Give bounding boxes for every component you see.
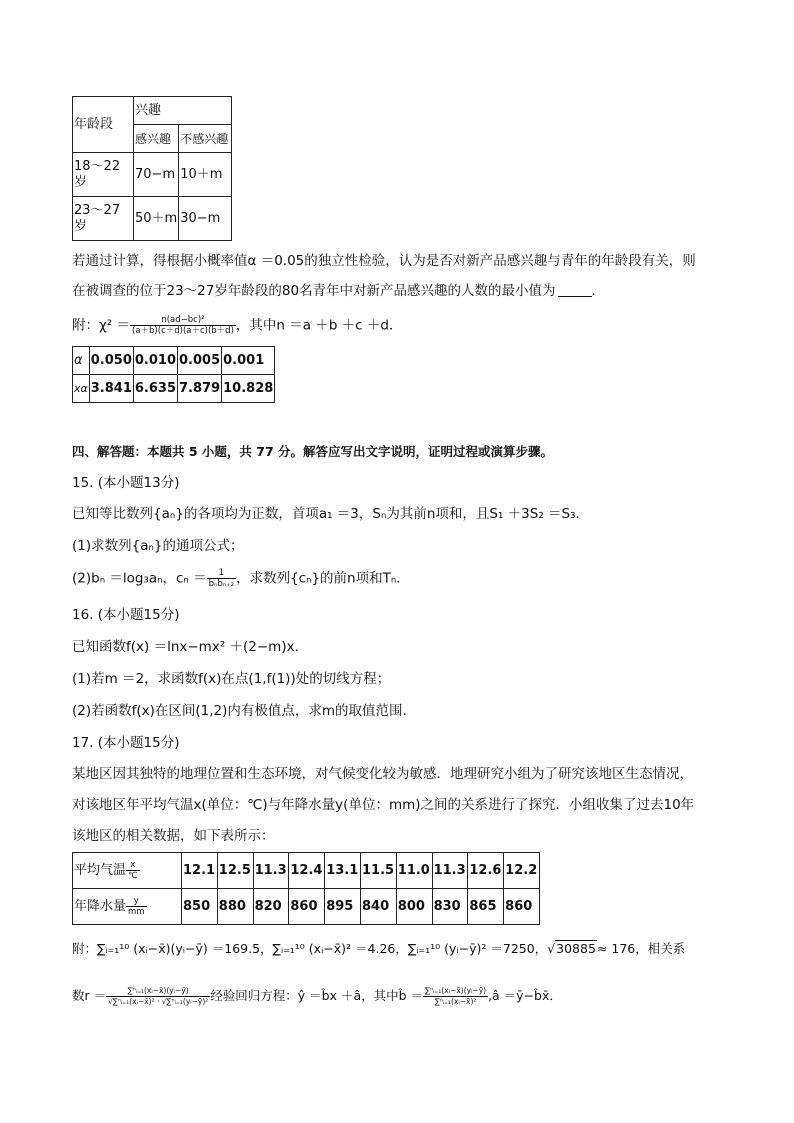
alpha-label: α bbox=[73, 347, 90, 375]
critical-value: 7.879 bbox=[178, 375, 222, 403]
rainfall-value: 830 bbox=[432, 889, 468, 925]
alpha-value: 0.005 bbox=[178, 347, 222, 375]
sqrt-value: 30885 bbox=[556, 941, 596, 956]
header-not-interested: 不感兴趣 bbox=[179, 125, 232, 153]
critical-value: 3.841 bbox=[89, 375, 133, 403]
unit-fraction: $\frac{y}{mm}$ bbox=[128, 896, 145, 917]
rainfall-value: 865 bbox=[468, 889, 504, 925]
c-n-fraction: $\frac{1}{\text{bₙbₙ₊₂}}$ bbox=[208, 568, 235, 589]
q15-part1: (1)求数列{aₙ}的通项公式； bbox=[72, 538, 244, 554]
temperature-value: 11.0 bbox=[396, 853, 432, 889]
q15-part2: (2)bₙ ＝log₃aₙ，cₙ ＝ $\frac{1}{\text{bₙbₙ₊₂}}$ ，求数列{cₙ}的前n项和Tₙ． bbox=[72, 568, 410, 589]
header-age-group: 年龄段 bbox=[73, 97, 134, 153]
unit-fraction: $\frac{x}{℃}$ bbox=[128, 860, 138, 881]
temperature-label: 平均气温 $\frac{x}{℃}$ bbox=[73, 853, 182, 889]
interested-cell: 50＋m bbox=[134, 197, 179, 241]
rainfall-label: 年降水量 $\frac{y}{mm}$ bbox=[73, 889, 182, 925]
q16-part1: (1)若m ＝2，求函数f(x)在点(1,f(1))处的切线方程； bbox=[72, 671, 391, 687]
slope-fraction: $\frac{\text{∑ⁿᵢ₌₁(xᵢ−x̄)(yᵢ−ȳ)}}{\text{∑ⁿᵢ₌₁(xᵢ−x̄)²}}$ bbox=[425, 986, 487, 1006]
table-row bbox=[73, 347, 275, 375]
critical-value: 6.635 bbox=[133, 375, 177, 403]
rainfall-value: 880 bbox=[217, 889, 253, 925]
age-cell: 23～27 岁 bbox=[73, 197, 134, 241]
temperature-value: 11.5 bbox=[360, 853, 396, 889]
temperature-value: 12.1 bbox=[182, 853, 218, 889]
q14-appendix: 附：χ² ＝ $\frac{\text{n(ad−bc)²}}{(a+b)(c+d)(a+c)(b+d)}$ ，其中n ＝a ＋b ＋c ＋d． bbox=[72, 315, 403, 336]
chi-square-fraction: $\frac{\text{n(ad−bc)²}}{(a+b)(c+d)(a+c)(b+d)}$ bbox=[132, 315, 234, 336]
temperature-value: 12.6 bbox=[468, 853, 504, 889]
q17-line2: 对该地区年平均气温x(单位：℃)与年降水量y(单位：mm)之间的关系进行了探究．小组收集了过去10年 bbox=[72, 797, 695, 813]
temperature-value: 13.1 bbox=[325, 853, 361, 889]
section-heading: 四、解答题：本题共 5 小题，共 77 分。解答应写出文字说明，证明过程或演算步骤。 bbox=[72, 444, 554, 459]
q16-stem: 已知函数f(x) ＝lnx−mx² ＋(2−m)x． bbox=[72, 639, 309, 655]
alpha-value: 0.010 bbox=[133, 347, 177, 375]
alpha-value: 0.001 bbox=[222, 347, 275, 375]
not-interested-cell: 30−m bbox=[179, 197, 232, 241]
interested-cell: 70−m bbox=[134, 153, 179, 197]
temperature-value: 12.5 bbox=[217, 853, 253, 889]
table-row bbox=[73, 853, 540, 889]
rainfall-value: 895 bbox=[325, 889, 361, 925]
rainfall-value: 860 bbox=[289, 889, 325, 925]
x-alpha-label: xα bbox=[73, 375, 90, 403]
critical-value: 10.828 bbox=[222, 375, 275, 403]
rainfall-value: 850 bbox=[182, 889, 218, 925]
alpha-value: 0.050 bbox=[89, 347, 133, 375]
q15-title: 15. (本小题13分) bbox=[72, 475, 180, 491]
table-row bbox=[73, 375, 275, 403]
correlation-fraction: $\frac{\text{∑ⁿᵢ₌₁(xᵢ−x̄)(yᵢ−ȳ)}}{\text{√∑ⁿᵢ₌₁(xᵢ−x̄)² · √∑ⁿᵢ₌₁(yᵢ−ȳ)²}}$ bbox=[108, 986, 209, 1006]
climate-table bbox=[72, 852, 540, 925]
q17-appendix1: 附：∑ᵢ₌₁¹⁰ (xᵢ−x̄)(yᵢ−ȳ) ＝169.5，∑ᵢ₌₁¹⁰ (xᵢ−x̄)² ＝4.26，∑ᵢ₌₁¹⁰ (yᵢ−ȳ)² ＝7250，√30885≈ 176，相关系 bbox=[72, 941, 686, 956]
q14-line2: 在被调查的位于23～27岁年龄段的80名青年中对新产品感兴趣的人数的最小值为 ． bbox=[72, 283, 606, 299]
q15-stem: 已知等比数列{aₙ}的各项均为正数，首项a₁ ＝3，Sₙ为其前n项和，且S₁ ＋3S₂ ＝S₃． bbox=[72, 506, 590, 522]
critical-value-table bbox=[72, 346, 275, 403]
age-cell: 18～22 岁 bbox=[73, 153, 134, 197]
rainfall-value: 820 bbox=[253, 889, 289, 925]
q14-line1: 若通过计算，得根据小概率值α ＝0.05的独立性检验，认为是否对新产品感兴趣与青年的年龄段有关，则 bbox=[72, 253, 696, 269]
table-row bbox=[73, 889, 540, 925]
header-interested: 感兴趣 bbox=[134, 125, 179, 153]
temperature-value: 11.3 bbox=[432, 853, 468, 889]
answer-blank bbox=[558, 284, 592, 297]
q17-title: 17. (本小题15分) bbox=[72, 735, 180, 751]
temperature-value: 12.2 bbox=[504, 853, 540, 889]
q16-part2: (2)若函数f(x)在区间(1,2)内有极值点，求m的取值范围． bbox=[72, 703, 417, 719]
rainfall-value: 800 bbox=[396, 889, 432, 925]
table-row bbox=[73, 197, 232, 241]
header-interest: 兴趣 bbox=[134, 97, 232, 125]
table-row bbox=[73, 153, 232, 197]
rainfall-value: 840 bbox=[360, 889, 396, 925]
interest-table bbox=[72, 96, 232, 241]
q17-line3: 该地区的相关数据，如下表所示： bbox=[72, 828, 275, 844]
not-interested-cell: 10＋m bbox=[179, 153, 232, 197]
q17-line1: 某地区因其独特的地理位置和生态环境，对气候变化较为敏感．地理研究小组为了研究该地区生态情况， bbox=[72, 766, 693, 782]
temperature-value: 12.4 bbox=[289, 853, 325, 889]
temperature-value: 11.3 bbox=[253, 853, 289, 889]
q17-appendix2: 数r ＝ $\frac{\text{∑ⁿᵢ₌₁(xᵢ−x̄)(yᵢ−ȳ)}}{\text{√∑ⁿᵢ₌₁(xᵢ−x̄)² · √∑ⁿᵢ₌₁(yᵢ−ȳ)²}}$ 经验回归方程：ŷ ＝b̂x ＋â，其中b̂ ＝ $\frac{\text{∑ⁿᵢ₌₁(xᵢ−x̄)(yᵢ−ȳ)}}{\text{∑ⁿᵢ₌₁(xᵢ−x̄)²}}$ ,â ＝ȳ−b̂x̄． bbox=[72, 986, 562, 1006]
rainfall-value: 860 bbox=[504, 889, 540, 925]
q16-title: 16. (本小题15分) bbox=[72, 607, 180, 623]
